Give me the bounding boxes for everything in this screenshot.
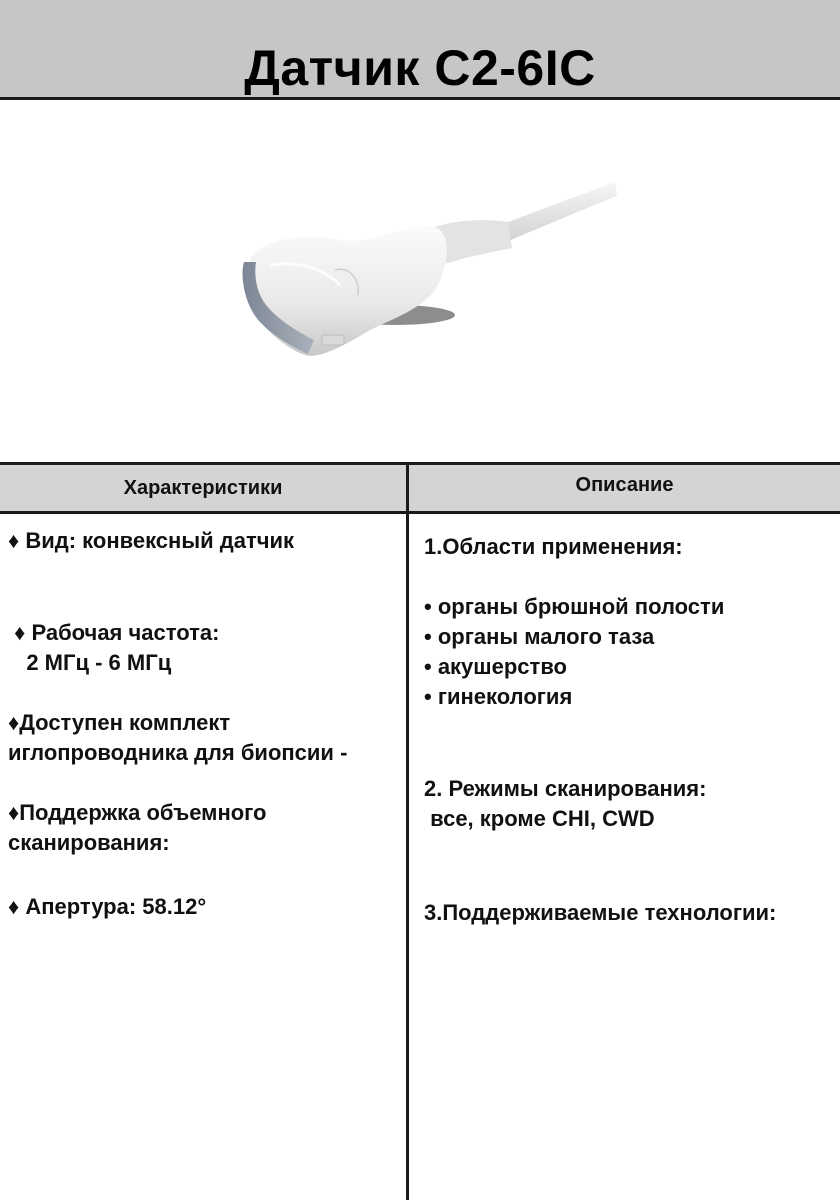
table-header [0,462,840,514]
modes-value: все, кроме CHI, CWD [424,806,655,831]
application-item: • органы малого таза [424,624,655,649]
specs-table [0,462,840,1200]
application-item: • органы брюшной полости [424,594,725,619]
spec-frequency-label: ♦ Рабочая частота: [8,620,220,645]
spec-volume-line2: сканирования: [8,830,170,855]
spec-frequency-value: 2 МГц - 6 МГц [8,650,172,675]
applications-heading: 1.Области применения: [424,534,683,559]
ultrasound-probe-image [230,170,630,380]
application-item: • гинекология [424,684,573,709]
column-divider [406,462,409,1200]
header-description: Описание [575,474,674,496]
modes-heading: 2. Режимы сканирования: [424,776,707,801]
technologies-heading: 3.Поддерживаемые технологии: [424,900,777,925]
page-title: Датчик C2-6IC [244,40,596,96]
spec-biopsy-line1: ♦Доступен комплект [8,710,231,735]
title-bar [0,0,840,100]
application-item: • акушерство [424,654,567,679]
header-characteristics: Характеристики [123,477,283,499]
spec-biopsy-line2: иглопроводника для биопсии - [8,740,348,765]
spec-volume-line1: ♦Поддержка объемного [8,800,267,825]
spec-type: ♦ Вид: конвексный датчик [8,528,295,553]
spec-aperture: ♦ Апертура: 58.12° [8,894,207,919]
